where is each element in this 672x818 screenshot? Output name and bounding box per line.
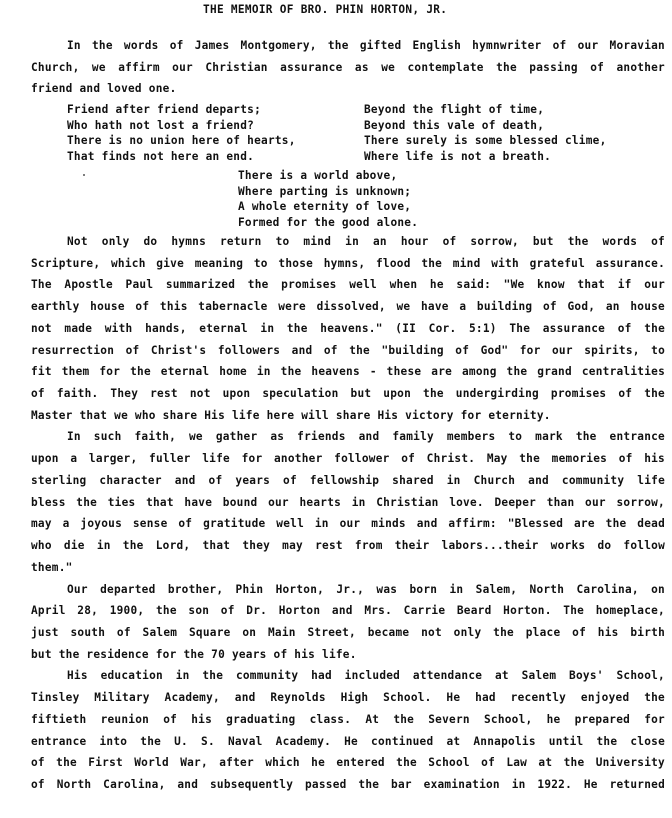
- text-line: Not only do hymns return to mind in an hour of sorrow, but the words of: [67, 235, 665, 248]
- text-line: may a joyous sense of gratitude well in our minds and affirm: "Blessed are the dead: [31, 517, 665, 531]
- page-title: THE MEMOIR OF BRO. PHIN HORTON, JR.: [203, 3, 448, 16]
- text-line: His education in the community had included attendance at Salem Boys' School,: [67, 669, 665, 683]
- text-line: Church, we affirm our Christian assurance as we contemplate the passing of another: [31, 60, 665, 74]
- text-line: In such faith, we gather as friends and family members to mark the entrance: [67, 430, 665, 444]
- text-line: but the residence for the 70 years of his life.: [31, 647, 357, 661]
- paragraph-scripture: [31, 231, 665, 426]
- text-line: upon a larger, fuller life for another follower of Christ. May the memories of his: [31, 452, 665, 466]
- text-line: sterling character and of years of fellowship shared in Church and community life: [31, 473, 665, 487]
- text-line: of faith. They rest not upon speculation but upon the undergirding promises of the: [31, 387, 665, 401]
- text-line: friend and loved one.: [31, 82, 177, 96]
- text-line: Master that we who share His life here will share His victory for eternity.: [31, 408, 551, 422]
- text-line: fiftieth reunion of his graduating class. At the Severn School, he prepared for: [31, 712, 665, 726]
- verse-line: Beyond this vale of death,: [364, 118, 545, 132]
- text-line: The Apostle Paul summarized the promises well when he said: "We know that if our: [31, 278, 665, 292]
- verse-line: Where parting is unknown;: [238, 184, 412, 198]
- verse-line: Friend after friend departs;: [67, 103, 262, 116]
- verse-line: Where life is not a breath.: [364, 149, 552, 163]
- intro-paragraph: [31, 35, 665, 100]
- text-line: who die in the Lord, that they may rest from their labors...their works do follow: [31, 539, 665, 553]
- text-line: them.": [31, 560, 73, 574]
- hymn-stanza-right: [364, 102, 607, 164]
- text-line: Scripture, which give meaning to those hymns, flood the mind with grateful assurance.: [31, 256, 665, 270]
- verse-line: Formed for the good alone.: [238, 215, 419, 229]
- text-line: of North Carolina, and subsequently passed the bar examination in 1922. He returned: [31, 777, 665, 791]
- paragraph-faith: [31, 426, 665, 578]
- text-line: just south of Salem Square on Main Street, became not only the place of his birth: [31, 625, 665, 639]
- body-text: [31, 231, 665, 796]
- hymn-stanza-center: [238, 168, 418, 230]
- text-line: In the words of James Montgomery, the gifted English hymnwriter of our Moravian: [67, 39, 665, 52]
- verse-line: A whole eternity of love,: [238, 200, 412, 213]
- verse-line: Beyond the flight of time,: [364, 103, 545, 116]
- verse-line: There surely is some blessed clime,: [364, 134, 607, 147]
- text-line: earthly house of this tabernacle were dissolved, we have a building of God, an house: [31, 300, 665, 314]
- text-line: Tinsley Military Academy, and Reynolds High School. He had recently enjoyed the: [31, 691, 665, 705]
- verse-line: That finds not here an end.: [67, 149, 255, 163]
- text-line: not made with hands, eternal in the heavens." (II Cor. 5:1) The assurance of the: [31, 321, 665, 335]
- text-line: bless the ties that have bound our hearts in Christian love. Deeper than our sorrow,: [31, 495, 665, 509]
- text-line: April 28, 1900, the son of Dr. Horton and Mrs. Carrie Beard Horton. The homeplace,: [31, 604, 665, 618]
- hymn-stanza-left: [67, 102, 296, 164]
- verse-line: Who hath not lost a friend?: [67, 118, 255, 132]
- text-line: resurrection of Christ's followers and of the "building of God" for our spirits, to: [31, 343, 665, 357]
- text-line: entrance into the U. S. Naval Academy. He continued at Annapolis until the close: [31, 734, 665, 748]
- scan-speck: [83, 174, 85, 176]
- text-line: fit them for the eternal home in the heavens - these are among the grand centralities: [31, 365, 665, 379]
- paragraph-birth: [31, 579, 665, 666]
- verse-line: There is no union here of hearts,: [67, 134, 296, 147]
- text-line: Our departed brother, Phin Horton, Jr., was born in Salem, North Carolina, on: [67, 582, 665, 596]
- paragraph-education: [31, 665, 665, 795]
- verse-line: There is a world above,: [238, 169, 398, 182]
- text-line: of the First World War, after which he entered the School of Law at the University: [31, 756, 665, 770]
